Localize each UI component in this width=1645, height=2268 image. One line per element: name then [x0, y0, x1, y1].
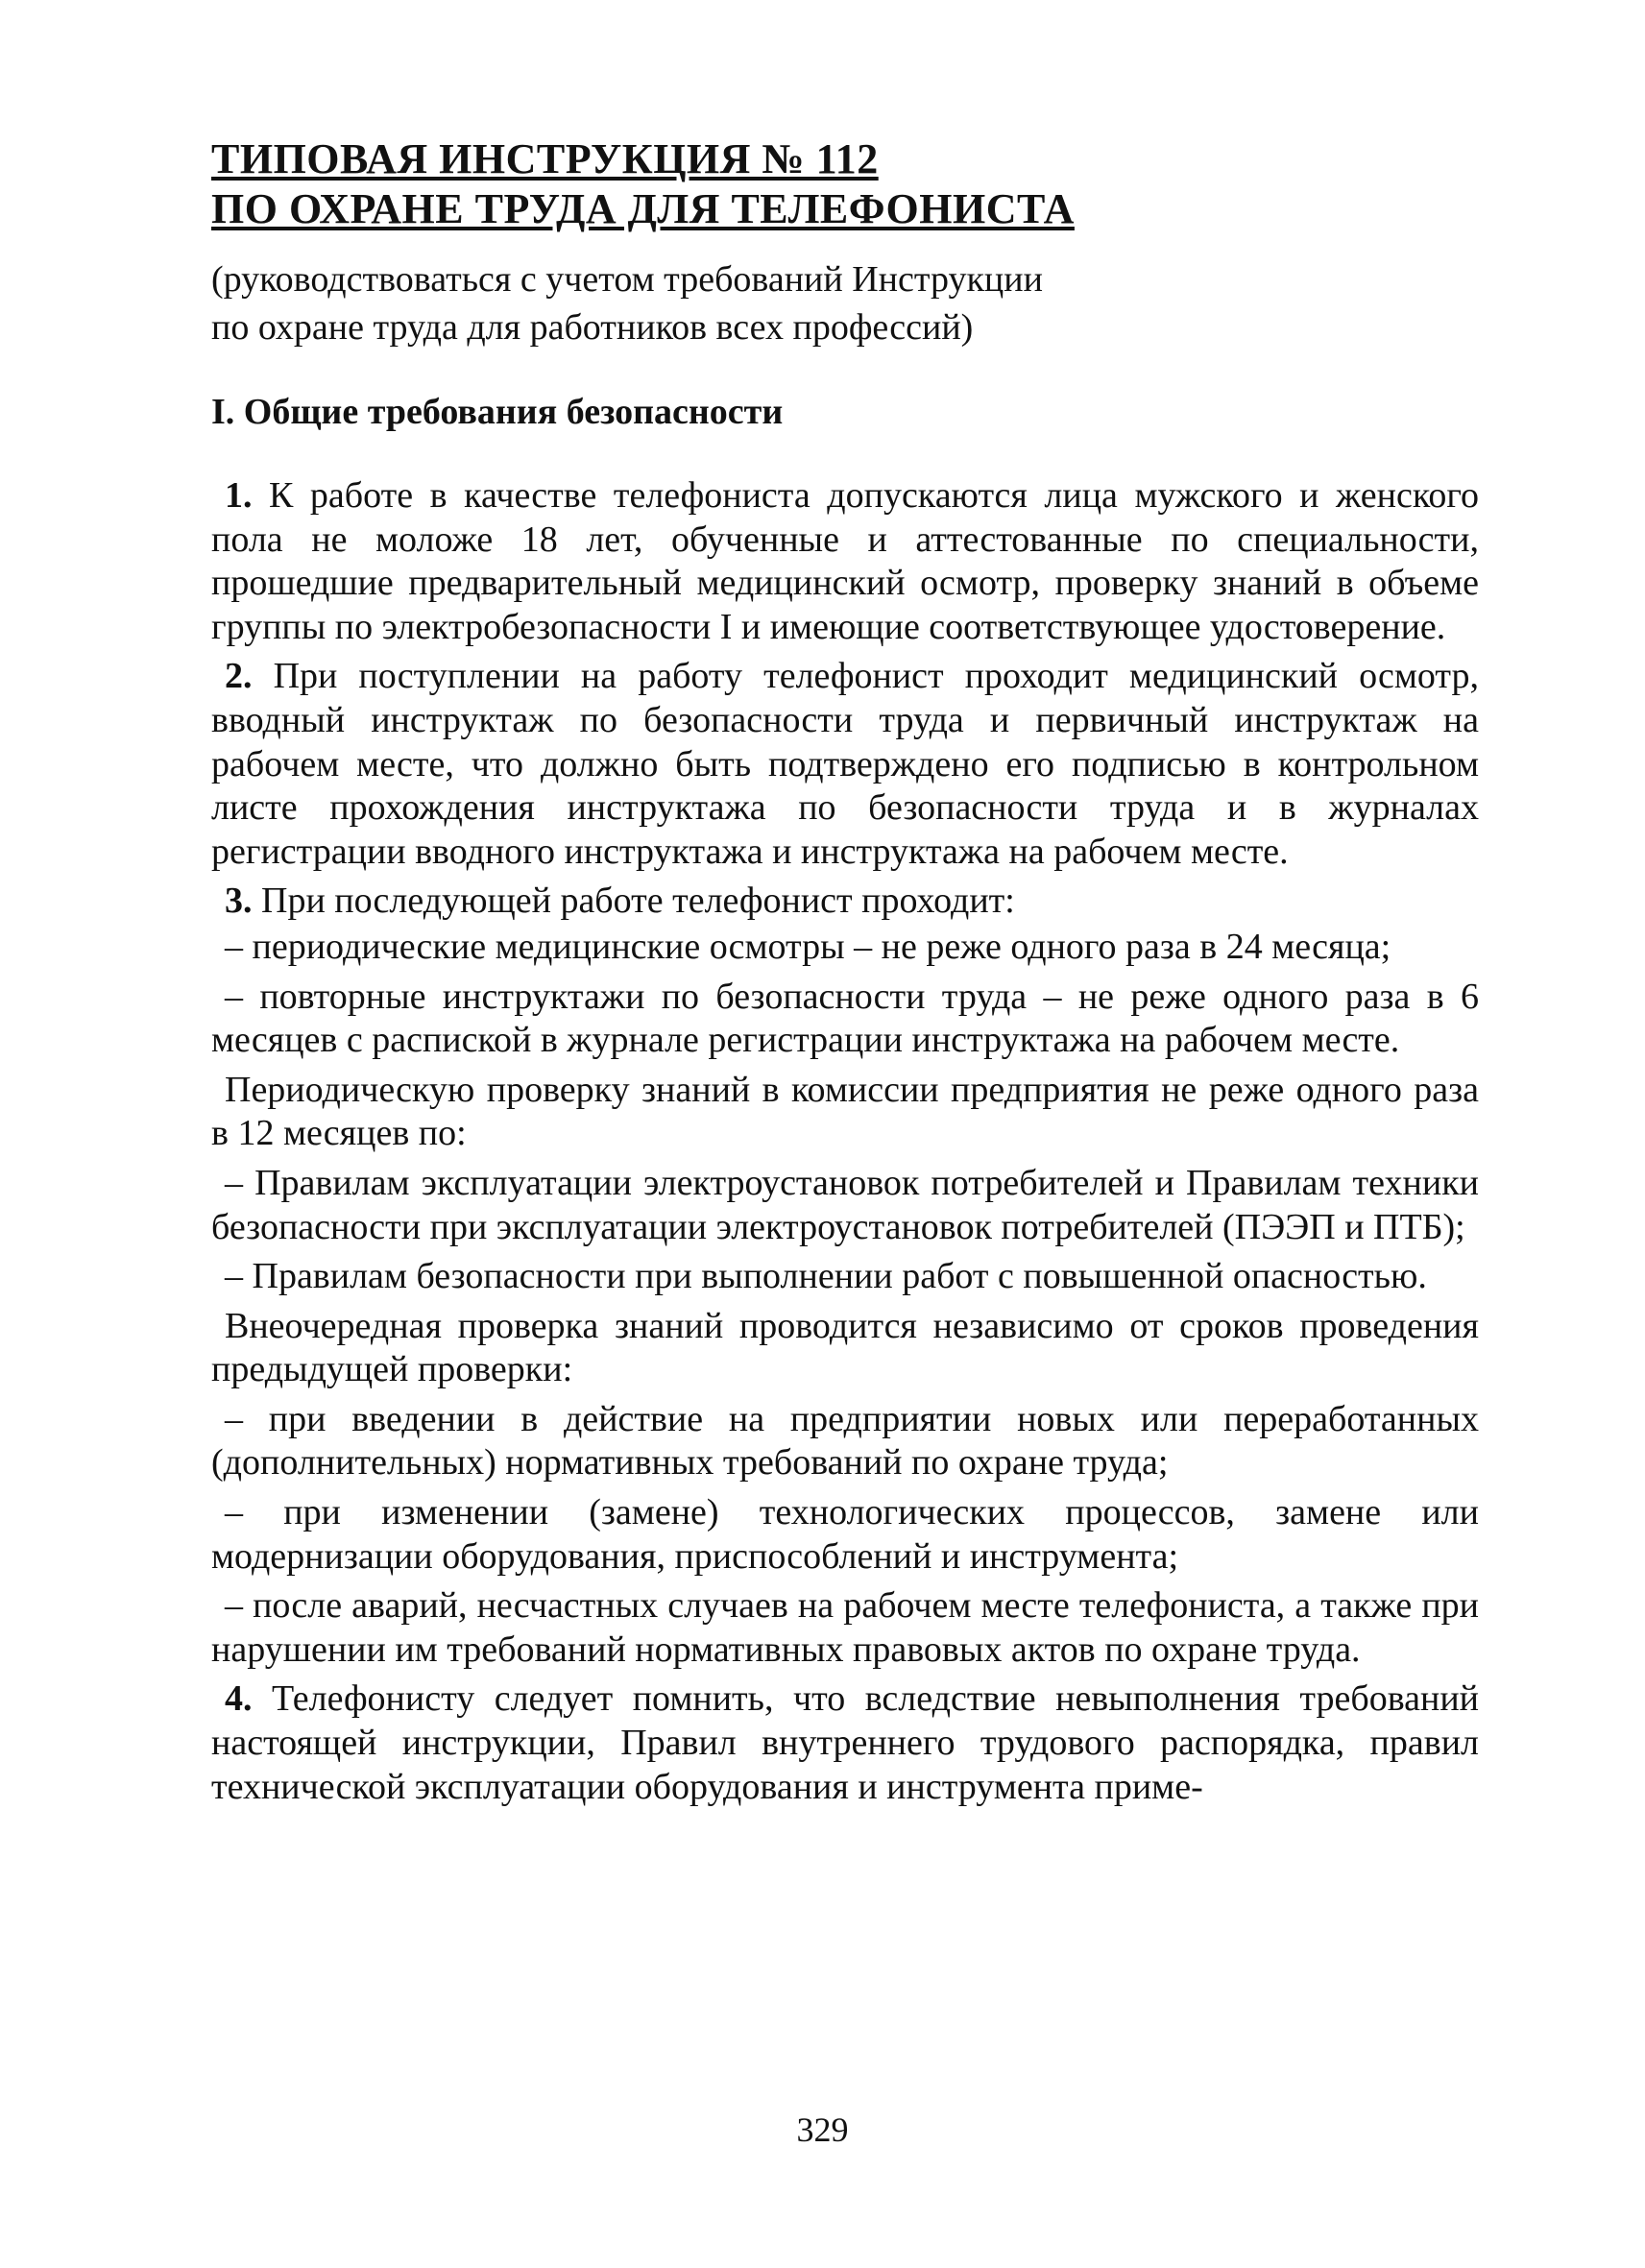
paragraph-item-4: [211, 1677, 1479, 1809]
title-line-1: ТИПОВАЯ ИНСТРУКЦИЯ № 112: [211, 135, 879, 182]
section-heading: I. Общие требования безопасности: [211, 392, 784, 432]
paragraph-item-2: [211, 655, 1479, 874]
document-title: [211, 134, 1479, 234]
paragraph: Внеочередная проверка знаний проводится независимо от сроков проведения предыдущей проверки:: [211, 1305, 1479, 1390]
subtitle-note: [211, 255, 1479, 351]
page-content: [211, 134, 1479, 1815]
item-text: При поступлении на работу телефонист проходит медицинский осмотр, вводный инструктаж по безопасности труда и первичный инструктаж на рабочем месте, что должно быть подтверждено его подписью в контрольном листе прохождения инструктажа по безопасности труда и в журналах регистрации вводного инструктажа и инструктажа на рабочем месте.: [211, 656, 1479, 872]
list-item: – после аварий, несчастных случаев на рабочем месте телефониста, а также при нарушении им требований нормативных правовых актов по охране труда.: [211, 1585, 1479, 1670]
note-line-1: (руководствоваться с учетом требований Инструкции: [211, 259, 1043, 300]
list-item: – Правилам эксплуатации электроустановок потребителей и Правилам техники безопасности при эксплуатации электроустановок потребителей (ПЭЭП и ПТБ);: [211, 1162, 1479, 1247]
item-number: 2.: [225, 656, 253, 697]
item-text: Телефонисту следует помнить, что вследствие невыполнения требований настоящей инструкции, Правил внутреннего трудового распорядка, правил технической эксплуатации оборудования и инструмента приме-: [211, 1678, 1480, 1807]
item-number: 3.: [225, 881, 253, 922]
list-item: – при введении в действие на предприятии новых или переработанных (дополнительных) нормативных требований по охране труда;: [211, 1398, 1479, 1484]
note-line-2: по охране труда для работников всех профессий): [211, 307, 974, 348]
item-number: 4.: [225, 1678, 253, 1720]
item-text: К работе в качестве телефониста допускаются лица мужского и женского пола не моложе 18 лет, обученные и аттестованные по специальности, прошедшие предварительный медицинский осмотр, проверку знаний в объеме группы по электробезопасности I и имеющие соответствующее удостоверение.: [211, 475, 1479, 647]
list-item: – повторные инструктажи по безопасности труда – не реже одного раза в 6 месяцев с распиской в журнале регистрации инструктажа на рабочем месте.: [211, 976, 1479, 1061]
section-body: [211, 474, 1479, 1809]
page-number: 329: [796, 2111, 849, 2149]
list-item: – Правилам безопасности при выполнении работ с повышенной опасностью.: [225, 1256, 1427, 1297]
list-item: – при изменении (замене) технологических процессов, замене или модернизации оборудования, приспособлений и инструмента;: [211, 1492, 1479, 1577]
item-number: 1.: [225, 475, 253, 516]
paragraph-item-1: [211, 474, 1479, 649]
title-line-2: ПО ОХРАНЕ ТРУДА ДЛЯ ТЕЛЕФОНИСТА: [211, 185, 1075, 232]
paragraph: Периодическую проверку знаний в комиссии предприятия не реже одного раза в 12 месяцев по:: [211, 1069, 1479, 1154]
item-text: При последующей работе телефонист проходит:: [261, 881, 1015, 922]
paragraph-item-3: [211, 880, 1479, 924]
list-item: – периодические медицинские осмотры – не реже одного раза в 24 месяца;: [225, 926, 1391, 967]
